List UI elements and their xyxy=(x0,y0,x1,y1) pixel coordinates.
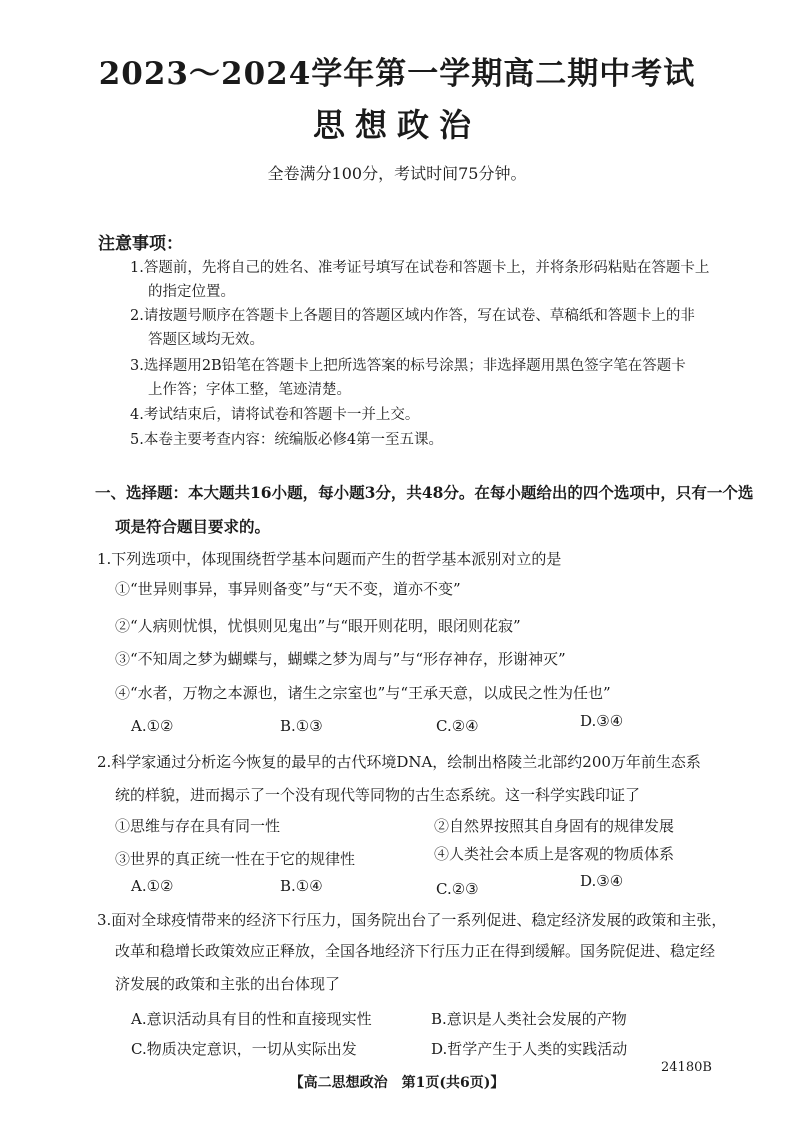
q2-choice-c: C.②③ xyxy=(436,880,479,898)
note-line: 2.请按题号顺序在答题卡上各题目的答题区域内作答，写在试卷、草稿纸和答题卡上的非 xyxy=(130,308,695,324)
q3-choice-a: A.意识活动具有目的性和直接现实性 xyxy=(131,1010,372,1028)
q2-statement-2: ②自然界按照其自身固有的规律发展 xyxy=(434,817,675,835)
q3-choice-c: C.物质决定意识，一切从实际出发 xyxy=(131,1040,357,1058)
note-line: 1.答题前，先将自己的姓名、准考证号填写在试卷和答题卡上，并将条形码粘贴在答题卡上 xyxy=(130,260,710,276)
q2-choice-b: B.①④ xyxy=(280,877,323,895)
question-1-stem: 1.下列选项中，体现围绕哲学基本问题而产生的哲学基本派别对立的是 xyxy=(97,550,562,568)
note-line: 3.选择题用2B铅笔在答题卡上把所选答案的标号涂黑；非选择题用黑色签字笔在答题卡 xyxy=(130,358,686,374)
q1-statement-4: ④“水者，万物之本源也，诸生之宗室也”与“王承天意，以成民之性为任也” xyxy=(115,684,611,702)
q3-choice-b: B.意识是人类社会发展的产物 xyxy=(431,1010,627,1028)
q2-statement-3: ③世界的真正统一性在于它的规律性 xyxy=(115,850,356,868)
paper-code: 24180B xyxy=(661,1060,712,1075)
question-3-stem: 3.面对全球疫情带来的经济下行压力，国务院出台了一系列促进、稳定经济发展的政策和主张， xyxy=(97,911,727,929)
q2-statement-4: ④人类社会本质上是客观的物质体系 xyxy=(434,845,675,863)
q2-choice-d: D.③④ xyxy=(580,872,624,890)
q1-statement-3: ③“不知周之梦为蝴蝶与，蝴蝶之梦为周与”与“形存神存，形谢神灭” xyxy=(115,650,566,668)
exam-info: 全卷满分100分，考试时间75分钟。 xyxy=(267,164,527,183)
q2-statement-1: ①思维与存在具有同一性 xyxy=(115,817,281,835)
note-line: 的指定位置。 xyxy=(148,284,235,300)
q1-choice-b: B.①③ xyxy=(280,717,323,735)
note-line: 4.考试结束后，请将试卷和答题卡一并上交。 xyxy=(130,407,420,423)
q1-choice-a: A.①② xyxy=(131,717,174,735)
q1-statement-2: ②“人病则忧惧，忧惧则见鬼出”与“眼开则花明，眼闭则花寂” xyxy=(115,617,521,635)
exam-title: 2023～2024学年第一学期高二期中考试 xyxy=(98,56,696,92)
section-heading-cont: 项是符合题目要求的。 xyxy=(115,517,271,536)
question-2-stem-cont: 统的样貌，进而揭示了一个没有现代等同物的古生态系统。这一科学实践印证了 xyxy=(115,786,641,804)
note-line: 5.本卷主要考查内容：统编版必修4第一至五课。 xyxy=(130,432,444,448)
q1-choice-d: D.③④ xyxy=(580,712,624,730)
question-3-stem-cont: 改革和稳增长政策效应正释放，全国各地经济下行压力正在得到缓解。国务院促进、稳定经 xyxy=(115,942,716,960)
subject-title: 思想政治 xyxy=(312,106,481,144)
page-footer: 【高二思想政治 第1页(共6页)】 xyxy=(289,1075,505,1091)
notes-heading: 注意事项： xyxy=(98,234,183,254)
note-line: 答题区域均无效。 xyxy=(148,332,264,348)
note-line: 上作答；字体工整，笔迹清楚。 xyxy=(148,382,351,398)
q3-choice-d: D.哲学产生于人类的实践活动 xyxy=(431,1040,628,1058)
question-2-stem: 2.科学家通过分析迄今恢复的最早的古代环境DNA，绘制出格陵兰北部约200万年前生态系 xyxy=(97,753,701,771)
section-heading: 一、选择题：本大题共16小题，每小题3分，共48分。在每小题给出的四个选项中，只有一个选 xyxy=(95,483,754,502)
question-3-stem-cont: 济发展的政策和主张的出台体现了 xyxy=(115,975,341,993)
q1-statement-1: ①“世异则事异，事异则备变”与“天不变，道亦不变” xyxy=(115,580,461,598)
q1-choice-c: C.②④ xyxy=(436,717,479,735)
q2-choice-a: A.①② xyxy=(131,877,174,895)
